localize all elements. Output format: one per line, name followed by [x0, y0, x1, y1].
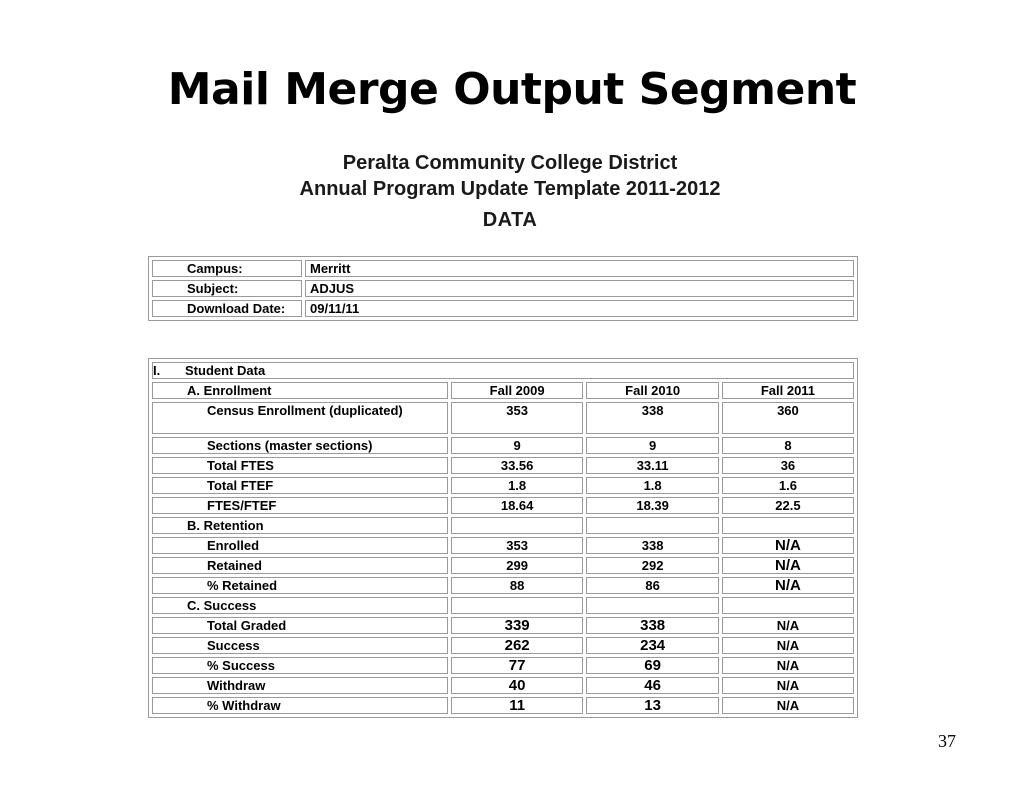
- info-value: ADJUS: [305, 280, 854, 297]
- row-label: Census Enrollment (duplicated): [152, 402, 448, 434]
- info-label: Download Date:: [152, 300, 302, 317]
- cell-value: 46: [586, 677, 719, 694]
- info-label: Subject:: [152, 280, 302, 297]
- row-label: FTES/FTEF: [152, 497, 448, 514]
- cell-value: 338: [586, 617, 719, 634]
- retention-header-row: [152, 517, 854, 534]
- cell-value: 33.11: [586, 457, 719, 474]
- info-row-subject: [152, 280, 854, 297]
- cell-value: 292: [586, 557, 719, 574]
- data-heading: DATA: [482, 209, 538, 231]
- table-row: [152, 657, 854, 674]
- cell-value: N/A: [722, 557, 854, 574]
- cell-value: 338: [586, 402, 719, 434]
- row-label: Success: [152, 637, 448, 654]
- row-label: % Retained: [152, 577, 448, 594]
- table-row: [152, 402, 854, 434]
- table-row: [152, 477, 854, 494]
- table-row: [152, 677, 854, 694]
- cell-value: 262: [451, 637, 584, 654]
- table-row: [152, 577, 854, 594]
- table-row: [152, 637, 854, 654]
- cell-value: 22.5: [722, 497, 854, 514]
- retention-label: B. Retention: [152, 517, 448, 534]
- cell-value: N/A: [722, 577, 854, 594]
- success-label: C. Success: [152, 597, 448, 614]
- cell-value: N/A: [722, 617, 854, 634]
- cell-value: 234: [586, 637, 719, 654]
- cell-value: 8: [722, 437, 854, 454]
- cell-value: N/A: [722, 537, 854, 554]
- row-label: Enrolled: [152, 537, 448, 554]
- section-title: Student Data: [185, 363, 266, 378]
- cell-value: N/A: [722, 637, 854, 654]
- cell-value: N/A: [722, 677, 854, 694]
- row-label: % Success: [152, 657, 448, 674]
- info-table: [148, 256, 858, 321]
- district-name: Peralta Community College District: [342, 152, 678, 174]
- table-row: [152, 497, 854, 514]
- student-data-table: [148, 358, 858, 718]
- cell-value: 1.8: [451, 477, 584, 494]
- info-row-download-date: [152, 300, 854, 317]
- table-row: [152, 557, 854, 574]
- table-row: [152, 537, 854, 554]
- cell-value: 9: [451, 437, 584, 454]
- table-row: [152, 437, 854, 454]
- cell-value: 69: [586, 657, 719, 674]
- success-header-row: [152, 597, 854, 614]
- cell-value: 339: [451, 617, 584, 634]
- cell-value: 338: [586, 537, 719, 554]
- cell-value: 353: [451, 402, 584, 434]
- enrollment-header-row: [152, 382, 854, 399]
- cell-value: 36: [722, 457, 854, 474]
- table-row: [152, 697, 854, 714]
- row-label: Total Graded: [152, 617, 448, 634]
- info-value: 09/11/11: [305, 300, 854, 317]
- cell-value: 9: [586, 437, 719, 454]
- section-number: I.: [153, 363, 161, 378]
- cell-value: 77: [451, 657, 584, 674]
- page-number: 37: [938, 731, 956, 751]
- row-label: Total FTEF: [152, 477, 448, 494]
- template-title: Annual Program Update Template 2011-2012: [299, 178, 721, 200]
- slide-title: Mail Merge Output Segment: [167, 64, 857, 115]
- cell-value: 1.8: [586, 477, 719, 494]
- cell-value: 40: [451, 677, 584, 694]
- row-label: % Withdraw: [152, 697, 448, 714]
- cell-value: 33.56: [451, 457, 584, 474]
- cell-value: 11: [451, 697, 584, 714]
- row-label: Withdraw: [152, 677, 448, 694]
- info-value: Merritt: [305, 260, 854, 277]
- cell-value: 88: [451, 577, 584, 594]
- row-label: Total FTES: [152, 457, 448, 474]
- cell-value: 1.6: [722, 477, 854, 494]
- column-header: Fall 2009: [451, 382, 584, 399]
- cell-value: 18.39: [586, 497, 719, 514]
- info-label: Campus:: [152, 260, 302, 277]
- cell-value: N/A: [722, 697, 854, 714]
- cell-value: N/A: [722, 657, 854, 674]
- cell-value: 18.64: [451, 497, 584, 514]
- row-label: Sections (master sections): [152, 437, 448, 454]
- section-header: [152, 362, 854, 379]
- column-header: Fall 2010: [586, 382, 719, 399]
- cell-value: 353: [451, 537, 584, 554]
- row-label: Retained: [152, 557, 448, 574]
- cell-value: 360: [722, 402, 854, 434]
- table-row: [152, 617, 854, 634]
- table-row: [152, 457, 854, 474]
- column-header: Fall 2011: [722, 382, 854, 399]
- cell-value: 86: [586, 577, 719, 594]
- cell-value: 299: [451, 557, 584, 574]
- section-header-row: [152, 362, 854, 379]
- enrollment-label: A. Enrollment: [152, 382, 448, 399]
- cell-value: 13: [586, 697, 719, 714]
- info-row-campus: [152, 260, 854, 277]
